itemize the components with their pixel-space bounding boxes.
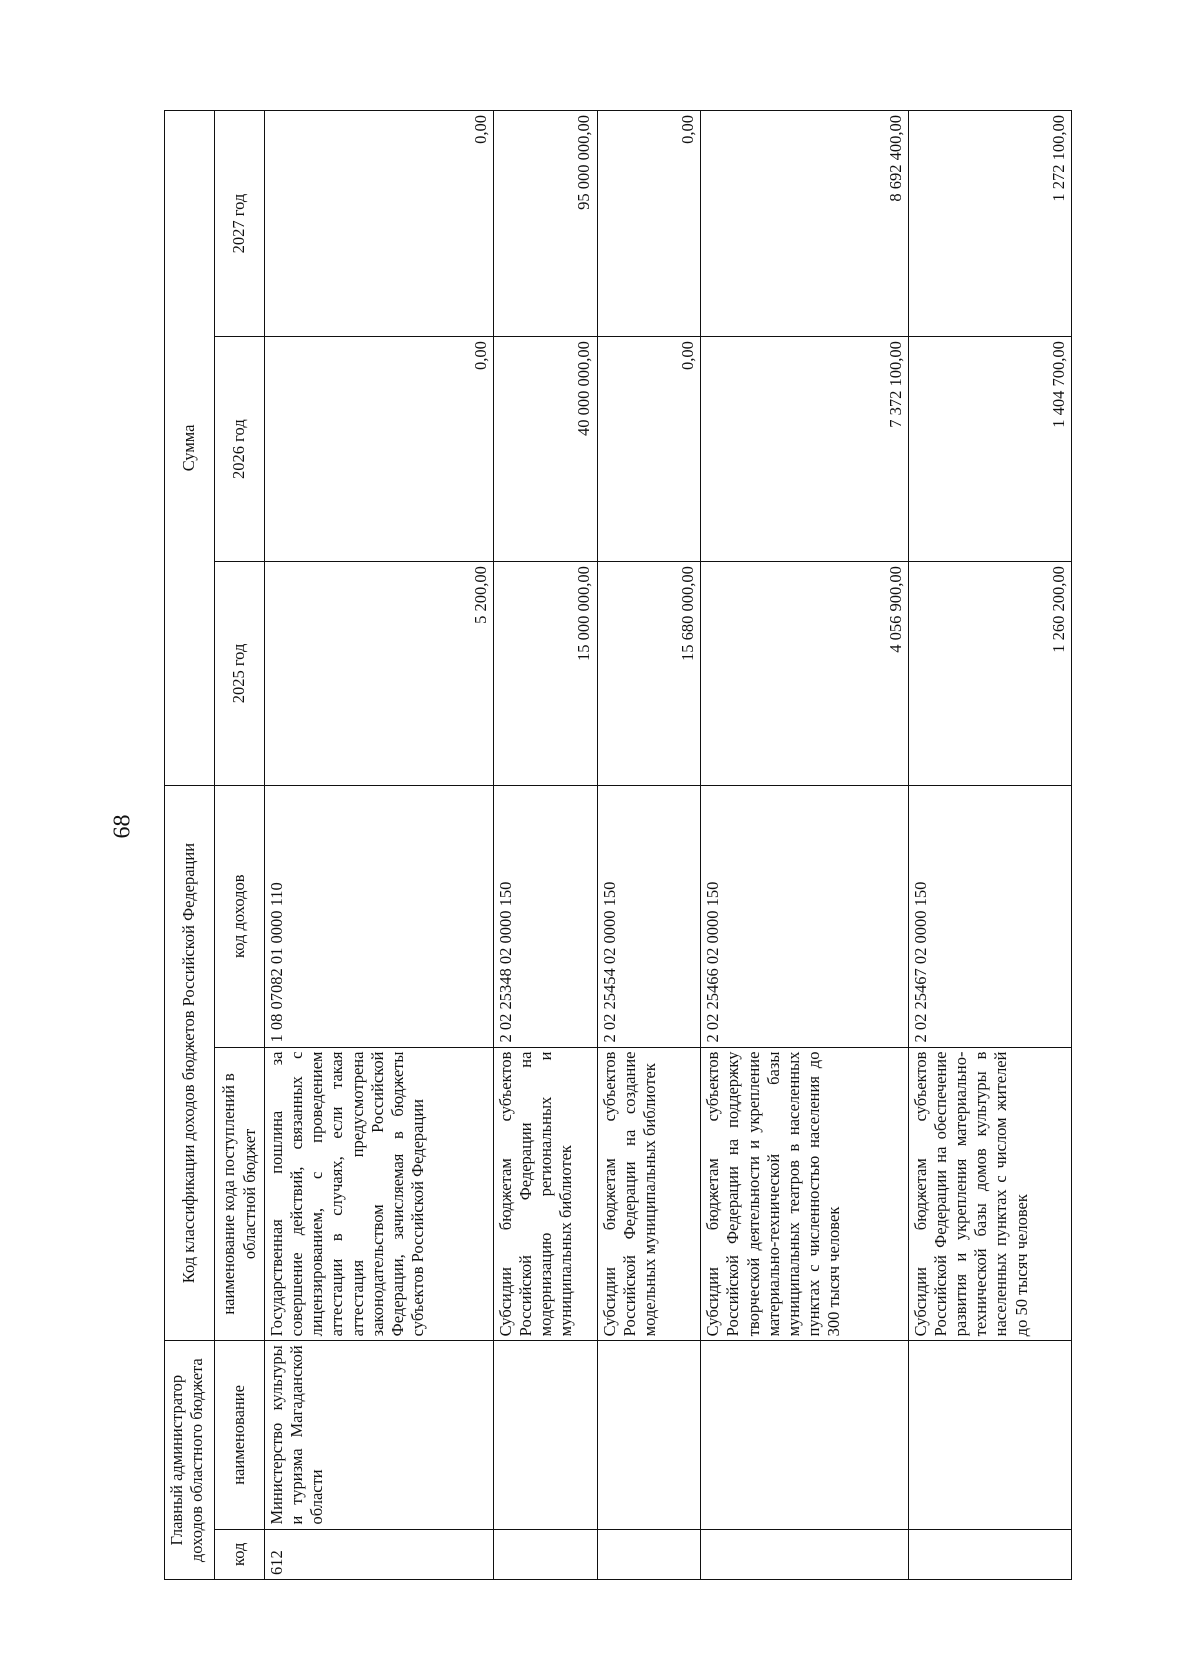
income-name-cell: Государственная пошлина за совершение действий, связанных с лицензированием, с проведением аттестации в случаях, если такая аттестация предусмотрена законодательством Российской Федерации, зачисляемая в бюджеты субъектов Российской Федерации: [265, 1047, 494, 1341]
amount-2027-cell: 0,00: [597, 111, 701, 337]
admin-group-header: Главный администратор доходов областного бюджета: [165, 1341, 215, 1580]
col-2025-header: 2025 год: [215, 562, 265, 786]
admin-code-cell: 612: [265, 1529, 494, 1579]
amount-2026-cell: 40 000 000,00: [493, 337, 597, 562]
amount-2027-cell: 8 692 400,00: [701, 111, 909, 337]
income-code-cell: 2 02 25348 02 0000 150: [493, 785, 597, 1047]
amount-2027-cell: 0,00: [265, 111, 494, 337]
amount-2026-cell: 7 372 100,00: [701, 337, 909, 562]
admin-name-cell: [493, 1341, 597, 1529]
income-name-cell: Субсидии бюджетам субъектов Российской Федерации на модернизацию региональных и муниципальных библиотек: [493, 1047, 597, 1341]
amount-2026-cell: 0,00: [597, 337, 701, 562]
amount-2025-cell: 5 200,00: [265, 562, 494, 786]
table-row: [265, 111, 494, 1580]
amount-2025-cell: 1 260 200,00: [908, 562, 1071, 786]
amount-2026-cell: 0,00: [265, 337, 494, 562]
table-row: [908, 111, 1071, 1580]
admin-name-cell: [908, 1341, 1071, 1529]
classification-group-header: Код классификации доходов бюджетов Российской Федерации: [165, 785, 215, 1340]
document-sheet: [164, 110, 1072, 1580]
col-code-header: код: [215, 1529, 265, 1579]
admin-code-cell: [908, 1529, 1071, 1579]
amount-2027-cell: 1 272 100,00: [908, 111, 1071, 337]
income-code-cell: 2 02 25454 02 0000 150: [597, 785, 701, 1047]
col-2027-header: 2027 год: [215, 111, 265, 337]
admin-code-cell: [701, 1529, 909, 1579]
admin-name-cell: [597, 1341, 701, 1529]
col-income-code-header: код доходов: [215, 785, 265, 1047]
amount-2027-cell: 95 000 000,00: [493, 111, 597, 337]
col-income-name-header: наименование кода поступлений в областной бюджет: [215, 1047, 265, 1341]
table-row: [597, 111, 701, 1580]
admin-code-cell: [597, 1529, 701, 1579]
amount-2025-cell: 15 680 000,00: [597, 562, 701, 786]
amount-2025-cell: 4 056 900,00: [701, 562, 909, 786]
admin-name-cell: [701, 1341, 909, 1529]
amount-2026-cell: 1 404 700,00: [908, 337, 1071, 562]
income-code-cell: 2 02 25466 02 0000 150: [701, 785, 909, 1047]
income-code-cell: 1 08 07082 01 0000 110: [265, 785, 494, 1047]
table-row: [701, 111, 909, 1580]
sum-group-header: Сумма: [165, 111, 215, 786]
table-row: [493, 111, 597, 1580]
income-name-cell: Субсидии бюджетам субъектов Российской Федерации на создание модельных муниципальных библиотек: [597, 1047, 701, 1341]
revenue-table: [164, 110, 1072, 1580]
income-code-cell: 2 02 25467 02 0000 150: [908, 785, 1071, 1047]
col-name-header: наименование: [215, 1341, 265, 1529]
income-name-cell: Субсидии бюджетам субъектов Российской Федерации на поддержку творческой деятельности и укрепление материально-технической базы муниципальных театров в населенных пунктах с численностью населения до 300 тысяч человек: [701, 1047, 909, 1341]
col-2026-header: 2026 год: [215, 337, 265, 562]
page-number: 68: [109, 814, 136, 839]
income-name-cell: Субсидии бюджетам субъектов Российской Федерации на обеспечение развития и укрепления материально-технической базы домов культуры в населенных пунктах с числом жителей до 50 тысяч человек: [908, 1047, 1071, 1341]
amount-2025-cell: 15 000 000,00: [493, 562, 597, 786]
admin-code-cell: [493, 1529, 597, 1579]
rotated-table-wrapper: [164, 110, 1072, 1580]
admin-name-cell: Министерство культуры и туризма Магаданской области: [265, 1341, 494, 1529]
